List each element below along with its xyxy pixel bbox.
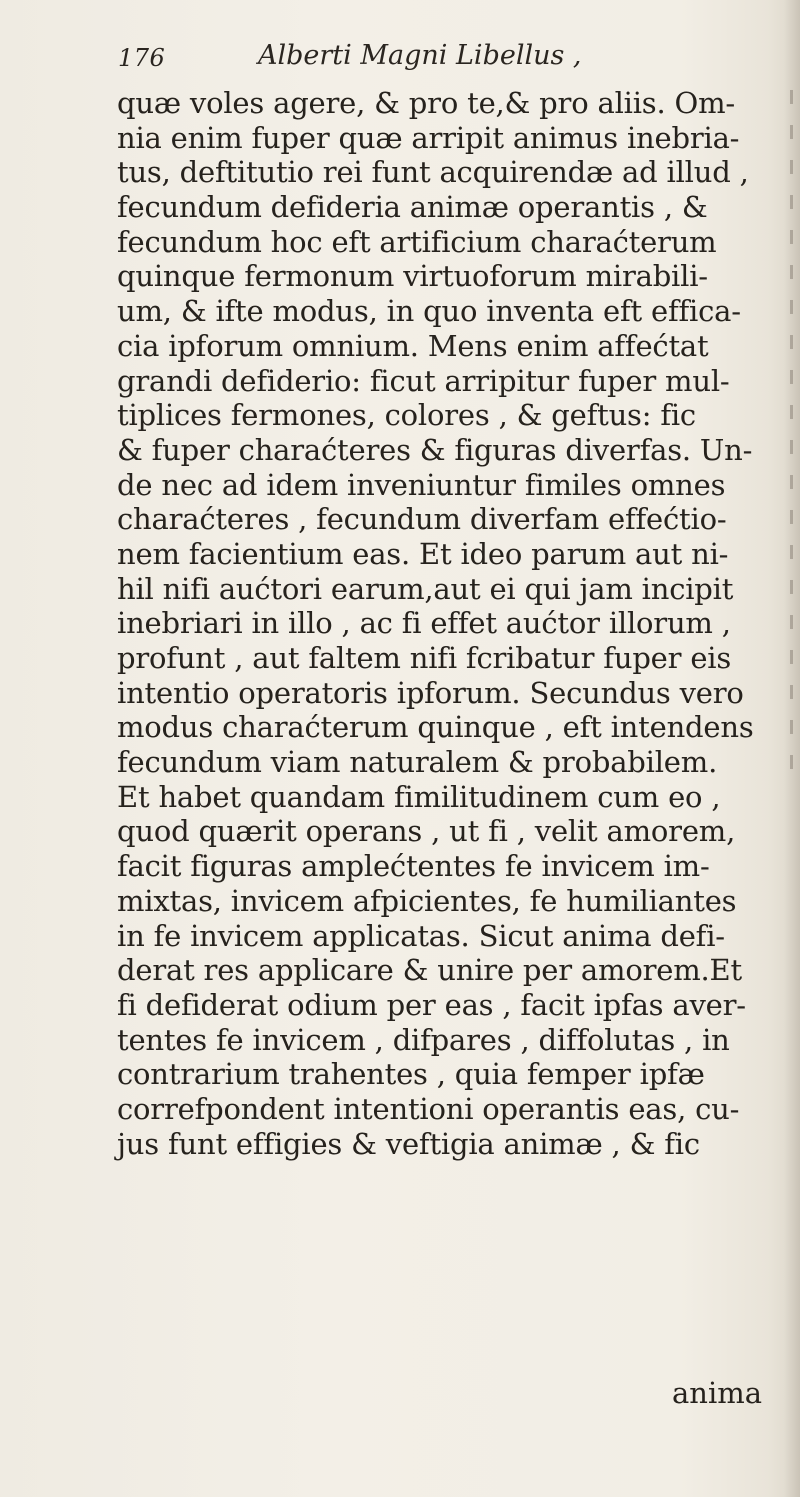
text-line: & fuper charaćteres & figuras diverfas. Un- (117, 432, 753, 467)
text-line: profunt , aut faltem nifi fcribatur fuper eis (117, 641, 732, 675)
text-line: tus, deftitutio rei funt acquirendæ ad illud , (117, 155, 749, 190)
text-line: correfpondent intentioni operantis eas, cu- (117, 1091, 740, 1126)
text-line: grandi defiderio: ficut arripitur fuper mul- (117, 363, 730, 398)
text-line: mixtas, invicem afpicientes, fe humiliantes (117, 883, 737, 918)
text-line: quinque fermonum virtuoforum mirabili- (117, 259, 708, 294)
text-line: in fe invicem applicatas. Sicut anima defi- (117, 918, 725, 953)
text-line: nia enim fuper quæ arripit animus inebria- (117, 120, 740, 155)
text-line: contrarium trahentes , quia femper ipfæ (117, 1057, 705, 1092)
text-line: derat res applicare & unire per amorem.Et (117, 953, 742, 988)
text-line: cia ipforum omnium. Mens enim affećtat (117, 328, 709, 363)
page-number: 176 (118, 44, 166, 72)
text-line: fecundum hoc eft artificium charaćterum (117, 224, 717, 259)
text-line: quæ voles agere, & pro te,& pro aliis. Om- (117, 86, 735, 120)
text-line: um, & ifte modus, in quo inventa eft effica- (117, 294, 741, 329)
bleed-through-marks (788, 90, 796, 790)
text-line: quod quærit operans , ut fi , velit amorem, (117, 814, 736, 849)
text-line: nem facientium eas. Et ideo parum aut ni- (117, 536, 729, 571)
text-line: intentio operatoris ipforum. Secundus vero (117, 675, 744, 710)
text-line: de nec ad idem inveniuntur fimiles omnes (117, 467, 726, 502)
text-line: fecundum defideria animæ operantis , & (117, 190, 708, 225)
text-line: charaćteres , fecundum diverfam effećtio- (117, 502, 727, 537)
text-line: inebriari in illo , ac fi effet aućtor illorum , (117, 606, 731, 641)
page-header (118, 40, 638, 80)
text-line: fi defiderat odium per eas , facit ipfas aver- (117, 987, 746, 1022)
text-line: modus charaćterum quinque , eft intendens (117, 710, 754, 745)
text-line: tentes fe invicem , difpares , diffolutas , in (117, 1022, 730, 1057)
text-line: Et habet quandam fimilitudinem cum eo , (117, 779, 721, 814)
catchword: anima (672, 1376, 763, 1410)
text-line: jus funt effigies & veftigia animæ , & fic (117, 1126, 700, 1161)
running-title: Alberti Magni Libellus , (258, 40, 582, 71)
text-line: hil nifi aućtori earum,aut ei qui jam incipit (117, 571, 734, 606)
text-line: facit figuras amplećtentes fe invicem im- (117, 849, 710, 884)
text-line: tiplices fermones, colores , & geftus: fic (117, 398, 696, 433)
text-line: fecundum viam naturalem & probabilem. (117, 745, 718, 780)
body-text (117, 86, 757, 1161)
